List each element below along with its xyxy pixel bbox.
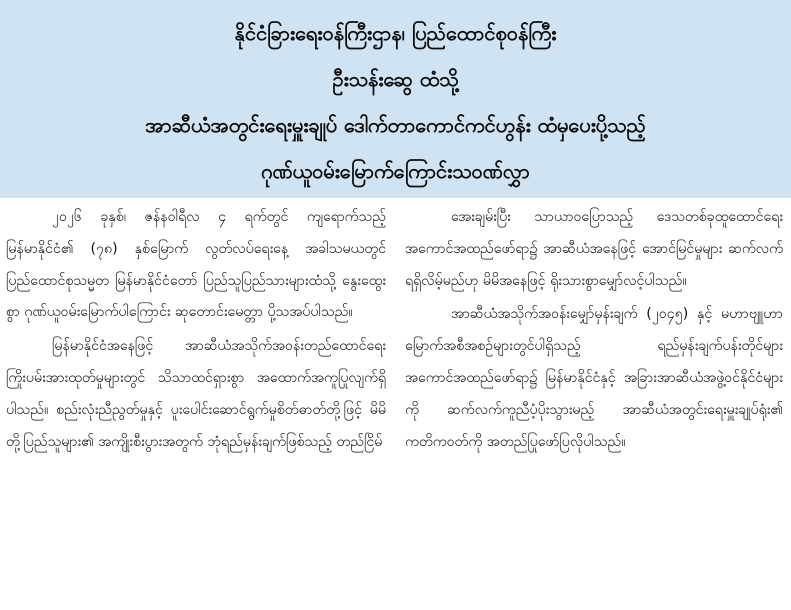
letter-heading-banner bbox=[0, 0, 791, 198]
paragraph: အေးချမ်းပြီး သာယာဝပြောသည့် ဒေသတစ်ခုထူထောင်ရေး အကောင်အထည်ဖော်ရာ၌ အာဆီယံအနေဖြင့် အောင်မြင်မှုများ ဆက်လက်ရရှိလိမ့်မည်ဟု မိမိအနေဖြင့် ရိုးသားစွာမျှော်လင့်ပါသည်။ bbox=[405, 209, 783, 289]
heading-line-sender: အာဆီယံအတွင်းရေးမှူးချုပ် ဒေါက်တာကောင်ကင်ဟွန်း ထံမှပေးပို့သည့် bbox=[145, 113, 646, 137]
heading-line-title: ဂုဏ်ယူဝမ်းမြောက်ကြောင်းသဝဏ်လွှာ bbox=[261, 159, 530, 183]
heading-line-recipient: ဦးသန်းဆွေ ထံသို့ bbox=[332, 67, 459, 91]
heading-line-ministry: နိုင်ငံခြားရေးဝန်ကြီးဌာန၊ ပြည်ထောင်စုဝန်ကြီး bbox=[234, 21, 557, 45]
paragraph: ၂၀၂၆ ခုနှစ်၊ ဇန်နဝါရီလ ၄ ရက်တွင် ကျရောက်သည့် မြန်မာနိုင်ငံ၏ (၇၈) နှစ်မြောက် လွတ်လပ်ရေးနေ့ အခါသမယတွင် ပြည်ထောင်စုသမ္မတ မြန်မာနိုင်ငံတော် ပြည်သူပြည်သားများထံသို့ နွေးထွေးစွာ ဂုဏ်ယူဝမ်းမြောက်ပါကြောင်း ဆုတောင်းမေတ္တာ ပို့သအပ်ပါသည်။ bbox=[6, 209, 386, 321]
paragraph: မြန်မာနိုင်ငံအနေဖြင့် အာဆီယံအသိုက်အဝန်းတည်ထောင်ရေး ကြိုးပမ်းအားထုတ်မှုများတွင် သိသာထင်ရှားစွာ အထောက်အကူပြုလျက်ရှိပါသည်။ စည်းလုံးညီညွတ်မှုနှင့် ပူးပေါင်းဆောင်ရွက်မှုစိတ်ဓာတ်တို့ဖြင့် မိမိတို့ပြည်သူများ၏ အကျိုးစီးပွားအတွက် ဘုံရည်မှန်းချက်ဖြစ်သည့် တည်ငြိမ် bbox=[6, 338, 386, 450]
left-column bbox=[6, 202, 386, 610]
article-body bbox=[0, 198, 791, 610]
paragraph: အာဆီယံအသိုက်အဝန်းမျှော်မှန်းချက် (၂၀၄၅) နှင့် မဟာဗျူဟာမြောက်အစီအစဉ်များတွင်ပါရှိသည့် ရည်မှန်းချက်ပန်းတိုင်များ အကောင်အထည်ဖော်ရာ၌ မြန်မာနိုင်ငံနှင့် အခြားအာဆီယံအဖွဲ့ဝင်နိုင်ငံများကို ဆက်လက်ကူညီပံ့ပိုးသွားမည့် အာဆီယံအတွင်းရေးမှူးချုပ်ရုံး၏ ကတိကဝတ်ကို အတည်ပြုဖော်ပြလိုပါသည်။ bbox=[405, 306, 783, 450]
right-column bbox=[405, 202, 783, 610]
